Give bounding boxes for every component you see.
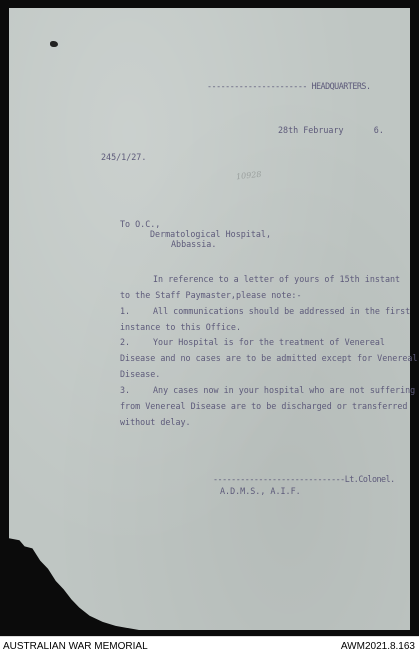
document-page — [9, 8, 410, 630]
address-line2: Abbassia. — [171, 239, 217, 249]
paragraph-3-line2: from Venereal Disease are to be discharged or transferred — [120, 401, 408, 411]
address-line1: Dermatological Hospital, — [150, 229, 272, 239]
institution-name: AUSTRALIAN WAR MEMORIAL — [3, 641, 148, 652]
letter-date: 28th February 6. — [278, 125, 384, 135]
paragraph-3-line3: without delay. — [120, 417, 191, 427]
paragraph-2-number: 2. — [120, 337, 131, 347]
paragraph-2-line3: Disease. — [120, 369, 161, 379]
letter-heading: ---------------------- HEADQUARTERS. — [207, 81, 371, 91]
paragraph-2-line1: Your Hospital is for the treatment of Venereal — [153, 337, 385, 347]
paragraph-1-number: 1. — [120, 306, 131, 316]
paragraph-3-number: 3. — [120, 385, 131, 395]
pencil-annotation: 10928 — [235, 169, 262, 182]
paragraph-3-line1: Any cases now in your hospital who are not suffering — [153, 385, 416, 395]
letter-reference: 245/1/27. — [101, 152, 147, 162]
signature-title: A.D.M.S., A.I.F. — [220, 486, 301, 496]
paragraph-1-line2: instance to this Office. — [120, 322, 242, 332]
intro-line1: In reference to a letter of yours of 15th instant — [153, 274, 401, 284]
paragraph-1-line1: All communications should be addressed in the first — [153, 306, 411, 316]
intro-line2: to the Staff Paymaster,please note:- — [120, 290, 302, 300]
archive-footer — [0, 636, 419, 654]
paragraph-2-line2: Disease and no cases are to be admitted except for Venereal — [120, 353, 418, 363]
signature-line: -----------------------------Lt.Colonel. — [213, 474, 395, 484]
catalogue-id: AWM2021.8.163 — [340, 641, 415, 652]
punch-hole — [50, 41, 58, 47]
address-to: To O.C., — [120, 219, 161, 229]
